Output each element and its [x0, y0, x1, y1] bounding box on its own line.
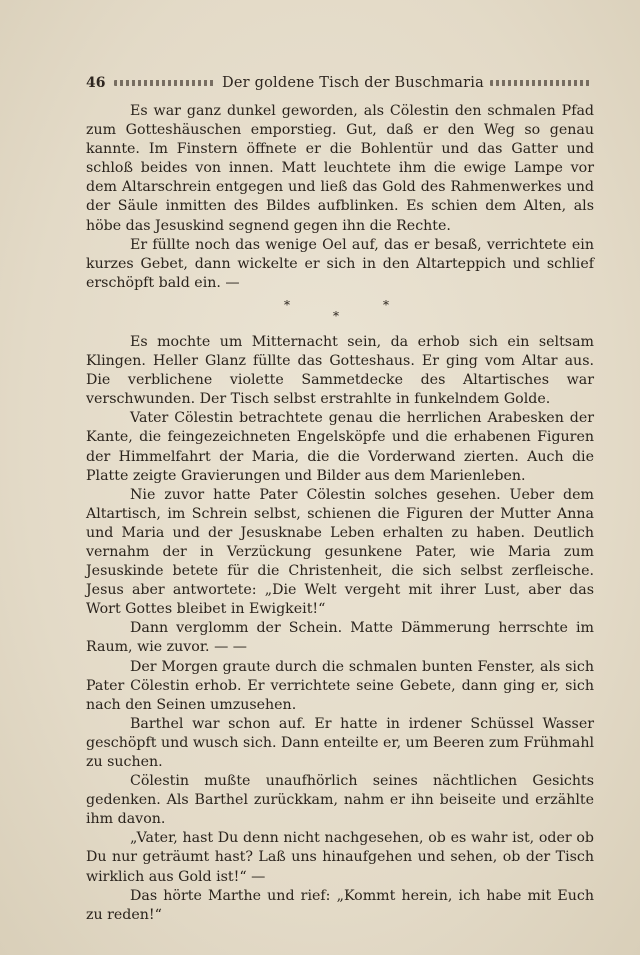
paragraph: Cölestin mußte unaufhörlich seines nächtlichen Gesichts gedenken. Als Barthel zurückkam, nahm er ihn beiseite und erzählte ihm davon.	[86, 773, 594, 828]
separator-asterisk: *	[284, 297, 290, 312]
separator-asterisk: *	[383, 297, 389, 312]
separator-asterisk: *	[333, 308, 339, 323]
paragraph: Der Morgen graute durch die schmalen bunten Fenster, als sich Pater Cölestin erhob. Er verrichtete seine Gebete, dann ging er, sich nach den Seinen umzusehen.	[86, 658, 594, 713]
header-ornament-right	[490, 80, 592, 86]
body-text	[86, 102, 594, 925]
paragraph: Es war ganz dunkel geworden, als Cölestin den schmalen Pfad zum Gotteshäuschen emporstieg. Gut, daß er den Weg so genau kannte. Im Finstern öffnete er die Bohlentür und das Gatter und schloß beides von innen. Matt leuchtete ihm die ewige Lampe vor dem Altarschrein entgegen und ließ das Gold des Rahmenwerkes und der Säule inmitten des Bildes aufblinken. Es schien dem Alten, als höbe das Jesuskind segnend gegen ihn die Rechte.	[86, 103, 594, 234]
paragraph: Vater Cölestin betrachtete genau die herrlichen Arabesken der Kante, die feingezeichneten Engelsköpfe und die erhabenen Figuren der Himmelfahrt der Maria, die die Vorderwand zierten. Auch die Platte zeigte Gravierungen und Bilder aus dem Marienleben.	[86, 410, 594, 484]
paragraph: Dann verglomm der Schein. Matte Dämmerung herrschte im Raum, wie zuvor. — —	[86, 620, 594, 656]
paragraph: „Vater, hast Du denn nicht nachgesehen, ob es wahr ist, oder ob Du nur geträumt hast? Laß uns hinaufgehen und sehen, ob der Tisch wirklich aus Gold ist!“ —	[86, 830, 594, 885]
running-header	[86, 72, 598, 94]
running-title: Der goldene Tisch der Buschmaria	[222, 75, 484, 91]
paragraph: Er füllte noch das wenige Oel auf, das er besaß, verrichtete ein kurzes Gebet, dann wickelte er sich in den Altarteppich und schlief erschöpft bald ein. —	[86, 236, 594, 291]
paragraph: Nie zuvor hatte Pater Cölestin solches gesehen. Ueber dem Altartisch, im Schrein selbst, schienen die Figuren der Mutter Anna und Maria und der Jesusknabe Leben erhalten zu haben. Deutlich vernahm der in Verzückung gesunkene Pater, wie Maria zum Jesuskinde betete für die Christenheit, die sich selbst zerfleische. Jesus aber antwortete: „Die Welt vergeht mit ihrer Lust, aber das Wort Gottes bleibet in Ewigkeit!“	[86, 486, 594, 618]
paragraph: Es mochte um Mitternacht sein, da erhob sich ein seltsam Klingen. Heller Glanz füllte das Gotteshaus. Er ging vom Altar aus. Die verblichene violette Sammetdecke des Altartisches war verschwunden. Der Tisch selbst erstrahlte in funkelndem Golde.	[86, 333, 594, 408]
header-ornament-left	[114, 80, 216, 86]
section-separator	[86, 295, 594, 333]
paragraph: Das hörte Marthe und rief: „Kommt herein, ich habe mit Euch zu reden!“	[86, 887, 594, 923]
paragraph: Barthel war schon auf. Er hatte in irdener Schüssel Wasser geschöpft und wusch sich. Dann enteilte er, um Beeren zum Frühmahl zu suchen.	[86, 715, 594, 770]
page-number: 46	[86, 75, 106, 91]
